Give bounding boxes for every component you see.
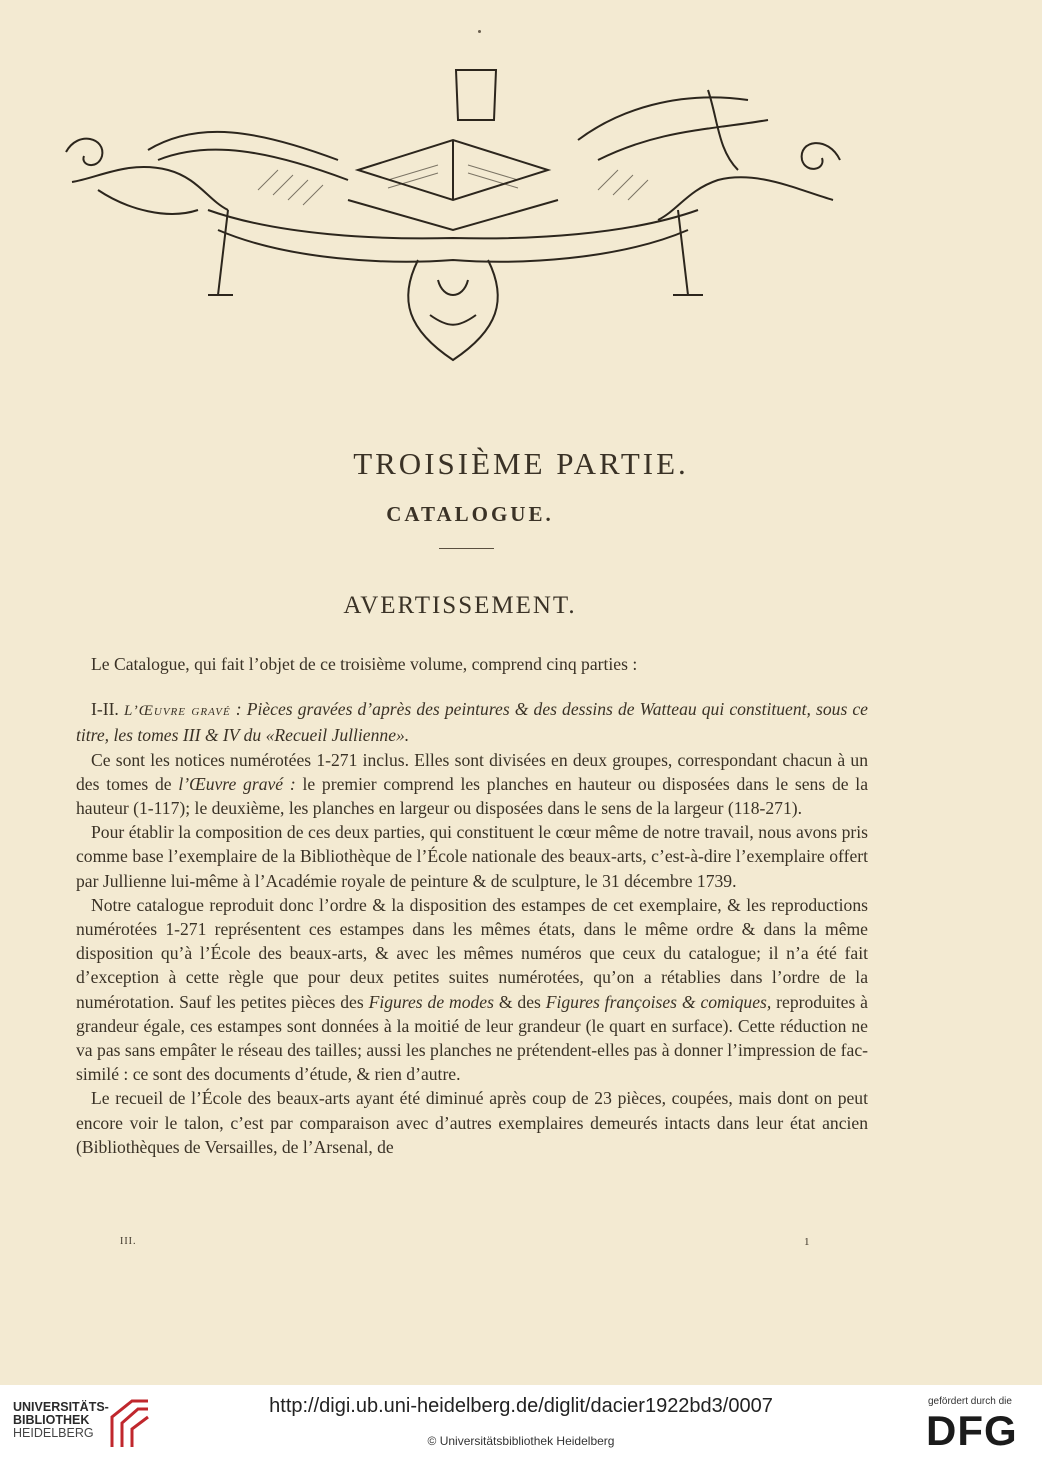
oeuvre-grave-description: : Pièces gravées d’après des peintures & des dessins de Watteau qui constituent, sous ce titre, les tomes III & IV du «Recueil Jullienne». (76, 699, 868, 746)
paragraph-composition: Pour établir la composition de ces deux parties, qui constituent le cœur même de notre travail, nous avons pris comme base l’exemplaire de la Bibliothèque de l’École nationale des beaux-arts, c’est-à-dire l’exemplaire offert par Jullienne lui-même à l’Académie royale de peinture & de sculpture, le 31 décembre 1739. (76, 822, 868, 891)
catalogue-subtitle: CATALOGUE. (386, 502, 554, 526)
permalink-url[interactable]: http://digi.ub.uni-heidelberg.de/diglit/dacier1922bd3/0007 (269, 1395, 773, 1417)
body-text (76, 652, 868, 1159)
notices-text-b: le premier comprend les planches en hauteur ou disposées dans le sens de la hauteur (1-117); le deuxième, les planches en largeur ou disposées dans le sens de la largeur (118-271). (76, 773, 869, 819)
part-title: TROISIÈME PARTIE. (353, 446, 689, 481)
order-italic-1: Figures de modes (368, 991, 494, 1012)
paragraph-oeuvre-grave (76, 697, 868, 747)
intro-paragraph: Le Catalogue, qui fait l’objet de ce troisième volume, comprend cinq parties : (91, 654, 638, 674)
dfg-logo: DFG (926, 1407, 1018, 1454)
notices-text-a: Ce sont les notices numérotées 1-271 inclus. Elles sont divisées en deux groupes, correspondant chacun à un des tomes de (76, 749, 868, 794)
funding-label: gefördert durch die (928, 1396, 1012, 1407)
library-line-1: UNIVERSITÄTS- (13, 1400, 109, 1414)
order-text-b: & des (493, 991, 546, 1012)
paragraph-notices (76, 748, 868, 821)
volume-signature: III. (120, 1236, 137, 1247)
order-text-a: Notre catalogue reproduit donc l’ordre & la disposition des estampes de cet exemplaire, & les reproductions numérotées 1-271 représentent ces estampes dans les mêmes états, dans le même ordre & dans la même disposition qu’à l’École des beaux-arts, & avec les mêmes numéros que ceux du catalogue; il n’a été fait d’exception à cette règle que pour deux petites suites numérotées, qu’on a rétablies dans l’ordre de la numérotation. Sauf les petites pièces des (76, 894, 868, 1012)
library-line-3: HEIDELBERG (13, 1426, 94, 1440)
page-number: 1 (804, 1236, 810, 1248)
order-italic-2: Figures françoises & comiques, (545, 991, 772, 1012)
ornamental-vignette (58, 60, 848, 370)
order-text-c: reproduites à grandeur égale, ces estampes sont données à la moitié de leur grandeur (le quart en surface). Cette réduction ne va pas sans empâter le réseau des tailles; aussi les planches ne prétendent-elles pas à donner l’impression de fac-similé : ce sont des documents d’étude, & rien d’autre. (76, 991, 868, 1085)
section-heading: AVERTISSEMENT. (343, 592, 577, 619)
part-number: I-II. (91, 699, 119, 720)
oeuvre-grave-label: L’Œuvre gravé (123, 703, 231, 720)
notices-italic: l’Œuvre gravé : (178, 773, 296, 794)
paragraph-recueil: Le recueil de l’École des beaux-arts ayant été diminué après coup de 23 pièces, coupées, mais dont on peut encore voir le talon, c’est par comparaison avec d’autres exemplaires demeurés intacts dans leur état ancien (Bibliothèques de Versailles, de l’Arsenal, de (76, 1088, 868, 1157)
copyright-notice: © Universitätsbibliothek Heidelberg (427, 1434, 615, 1448)
library-line-2: BIBLIOTHEK (13, 1413, 90, 1427)
digitization-footer (0, 1385, 1042, 1462)
top-dot (478, 30, 481, 33)
title-rule (439, 548, 494, 549)
paragraph-catalogue-order (76, 893, 868, 1087)
